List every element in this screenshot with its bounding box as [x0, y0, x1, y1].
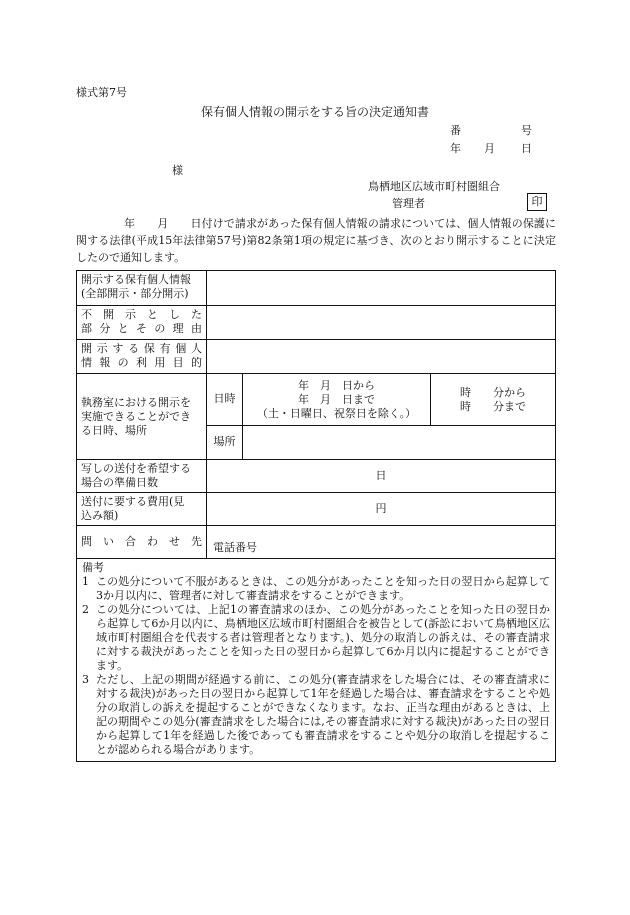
label-prep-days — [77, 460, 207, 492]
row-nondisclosed — [77, 305, 555, 339]
note-item — [82, 575, 550, 603]
row-purpose — [77, 339, 555, 373]
intro-text: 年 月 日付けで請求があった保有個人情報の請求については、個人情報の保護に関する法律(平成15年法律第57号)第82条第1項の規定に基づき、次のとおり開示することに決定したので通知します。 — [76, 217, 556, 264]
label-text: 問い合わせ先 — [81, 535, 202, 548]
label-datetime: 日時 — [207, 374, 243, 425]
note-text: この処分について不服があるときは、この処分があったことを知った日の翌日から起算して3か月以内に、管理者に対して審査請求をすることができます。 — [96, 575, 550, 602]
label-text: 込み額) — [81, 509, 119, 522]
form-number: 様式第7号 — [76, 86, 127, 99]
label-contact — [77, 526, 207, 558]
notes-heading: 備考 — [82, 561, 104, 574]
label-text: 執務室における開示を — [81, 395, 191, 409]
note-number: 3 — [82, 673, 89, 686]
date-day-label: 日 — [521, 142, 532, 155]
date-month-label: 月 — [484, 142, 495, 155]
date-note: （土・日曜日、祝祭日を除く。） — [256, 406, 417, 420]
note-item — [82, 603, 550, 673]
label-text: 場合の準備日数 — [81, 476, 158, 489]
label-text: 情報の利用目的 — [81, 356, 202, 369]
label-text: 写しの送付を希望する — [81, 462, 191, 475]
recipient-honorific: 様 — [172, 164, 183, 177]
date-range[interactable] — [243, 374, 431, 425]
label-place: 場所 — [207, 426, 243, 459]
label-nondisclosed — [77, 306, 207, 339]
number-label: 番 — [450, 124, 461, 137]
time-to: 時 分まで — [460, 399, 526, 413]
date-to: 年 月 日まで — [298, 392, 375, 406]
time-range[interactable] — [431, 374, 555, 425]
note-number: 2 — [82, 603, 89, 616]
label-purpose — [77, 340, 207, 373]
label-text: 開示する保有個人 — [81, 342, 202, 355]
value-nondisclosed[interactable] — [207, 306, 555, 339]
seal-mark: 印 — [527, 193, 547, 211]
time-from: 時 分から — [460, 385, 526, 399]
date-from: 年 月 日から — [298, 378, 375, 392]
label-text: 部分とその理由 — [81, 322, 202, 335]
row-cost — [77, 492, 555, 525]
label-disclosed-info — [77, 271, 207, 305]
intro-paragraph — [76, 215, 556, 266]
row-contact — [77, 525, 555, 558]
value-cost[interactable]: 円 — [375, 501, 387, 515]
phone-label: 電話番号 — [213, 541, 257, 555]
label-text: 開示する保有個人情報 — [81, 273, 191, 286]
label-text: 実施できることができ — [81, 409, 191, 423]
note-text: この処分については、上記1の審査請求のほか、この処分があったことを知った日の翌日から起算して6か月以内に、鳥栖地区広域市町村圏組合を被告として(訴訟において鳥栖地区広域市町村圏組合を代表する者は管理者となります。)、処分の取消しの訴えは、その審査請求に対する裁決があったことを知った日の翌日から起算して6か月以内に提起することができます。 — [96, 603, 550, 672]
row-prep-days — [77, 459, 555, 492]
label-schedule — [77, 374, 207, 459]
label-text: (全部開示・部分開示) — [81, 287, 189, 300]
value-purpose[interactable] — [207, 340, 555, 373]
label-cost — [77, 493, 207, 525]
sender-organization: 鳥栖地区広域市町村圏組合 — [368, 180, 500, 193]
label-text: る日時、場所 — [81, 423, 147, 437]
row-schedule — [77, 373, 555, 459]
value-prep-days[interactable]: 日 — [375, 468, 387, 482]
label-text: 不開示とした — [81, 308, 202, 321]
note-number: 1 — [82, 575, 89, 588]
note-item — [82, 673, 550, 757]
notes-section — [77, 558, 555, 761]
value-contact[interactable] — [207, 526, 555, 558]
disclosure-table — [76, 270, 556, 762]
value-disclosed-info[interactable] — [207, 271, 555, 305]
sender-title: 管理者 — [392, 197, 425, 210]
schedule-place-row — [207, 425, 555, 459]
schedule-block — [207, 374, 555, 459]
label-text: 送付に要する費用(見 — [81, 495, 185, 508]
row-disclosed-info — [77, 271, 555, 305]
note-text: ただし、上記の期間が経過する前に、この処分(審査請求をした場合には、その審査請求に対する裁決)があった日の翌日から起算して1年を経過した場合は、審査請求をすることや処分の取消しの訴えを提起することができなくなります。なお、正当な理由があるときは、上記の期間やこの処分(審査請求をした場合には,その審査請求に対する裁決)があった日の翌日から起算して1年を経過した後であっても審査請求をすることや処分の取消しを提起することが認められる場合があります。 — [96, 673, 550, 756]
number-suffix: 号 — [521, 124, 532, 137]
document-title: 保有個人情報の開示をする旨の決定通知書 — [200, 105, 429, 119]
schedule-datetime-row — [207, 374, 555, 425]
value-place[interactable] — [243, 426, 555, 459]
date-year-label: 年 — [450, 142, 461, 155]
